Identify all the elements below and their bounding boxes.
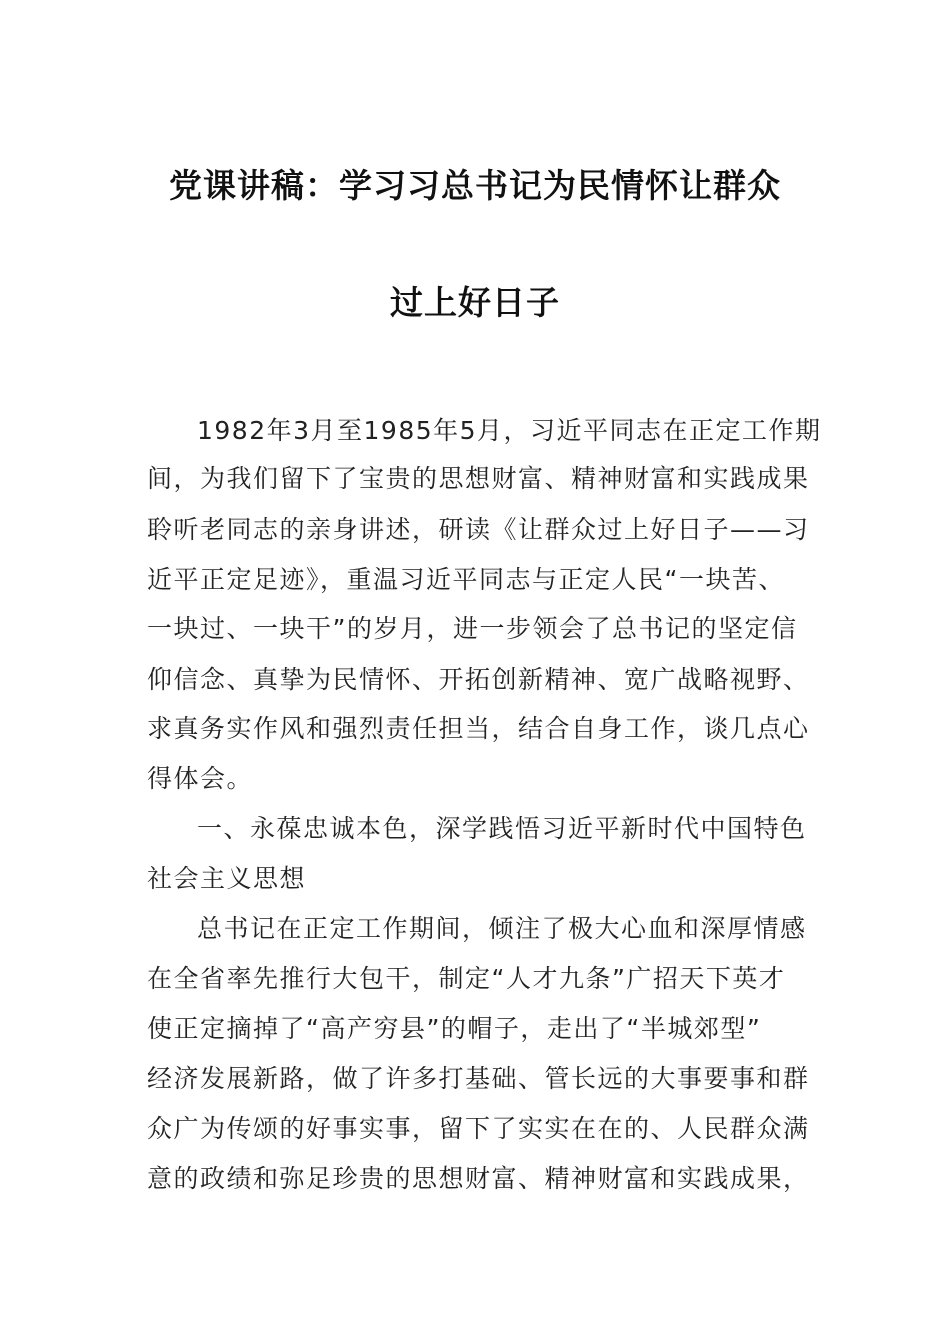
body-line: 一块过、一块干”的岁月，进一步领会了总书记的坚定信 — [147, 614, 798, 643]
document-title-line-1: 党课讲稿：学习习总书记为民情怀让群众 — [169, 166, 781, 205]
body-line: 使正定摘掉了“高产穷县”的帽子，走出了“半城郊型” — [147, 1014, 762, 1043]
body-line: 求真务实作风和强烈责任担当，结合自身工作，谈几点心 — [147, 714, 810, 743]
body-line: 众广为传颂的好事实事，留下了实实在在的、人民群众满 — [147, 1114, 810, 1143]
section-heading-line: 一、永葆忠诚本色，深学践悟习近平新时代中国特色 — [197, 814, 807, 843]
body-line: 总书记在正定工作期间，倾注了极大心血和深厚情感 — [197, 914, 807, 943]
document-title-line-2: 过上好日子 — [390, 283, 560, 322]
body-line: 经济发展新路，做了许多打基础、管长远的大事要事和群 — [147, 1064, 810, 1093]
body-line: 间，为我们留下了宝贵的思想财富、精神财富和实践成果 — [147, 464, 810, 493]
body-line: 在全省率先推行大包干，制定“人才九条”广招天下英才 — [147, 964, 786, 993]
body-line: 得体会。 — [147, 764, 254, 793]
body-line: 意的政绩和弥足珍贵的思想财富、精神财富和实践成果， — [147, 1164, 810, 1193]
section-heading-line: 社会主义思想 — [147, 864, 307, 893]
body-line: 仰信念、真挚为民情怀、开拓创新精神、宽广战略视野、 — [147, 665, 810, 694]
body-line: 1982年3月至1985年5月，习近平同志在正定工作期 — [197, 416, 822, 445]
body-line: 近平正定足迹》，重温习近平同志与正定人民“一块苦、 — [147, 565, 785, 594]
body-line: 聆听老同志的亲身讲述，研读《让群众过上好日子——习 — [147, 515, 810, 544]
